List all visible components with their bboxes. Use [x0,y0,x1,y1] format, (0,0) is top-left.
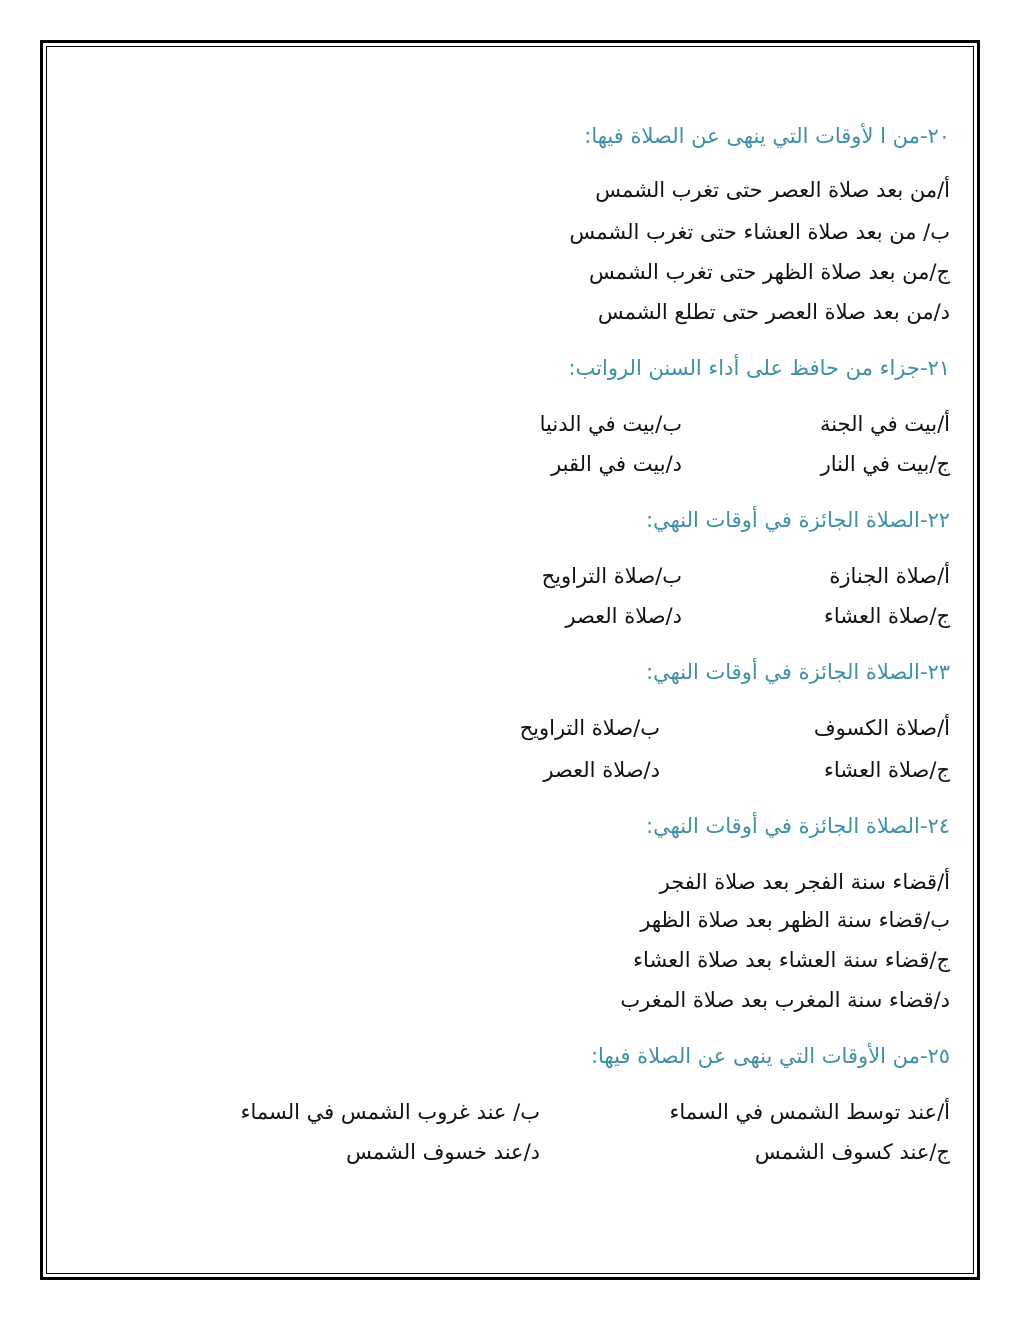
q23-row-2 [543,758,950,782]
q23-option-c: ج/صلاة العشاء [823,758,950,782]
question-24-title: ٢٤-الصلاة الجائزة في أوقات النهي: [646,814,950,838]
q22-option-a: أ/صلاة الجنازة [829,564,950,588]
q24-option-c: ج/قضاء سنة العشاء بعد صلاة العشاء [633,948,950,972]
q24-option-d: د/قضاء سنة المغرب بعد صلاة المغرب [620,988,950,1012]
q25-option-a: أ/عند توسط الشمس في السماء [669,1100,950,1124]
q25-row-2 [346,1140,950,1164]
q21-option-a: أ/بيت في الجنة [820,412,950,436]
q23-option-d: د/صلاة العصر [543,758,660,782]
q25-option-d: د/عند خسوف الشمس [346,1140,540,1164]
question-20-title: ٢٠-من ا لأوقات التي ينهى عن الصلاة فيها: [584,124,950,148]
q25-option-b: ب/ عند غروب الشمس في السماء [240,1100,540,1124]
q21-option-c: ج/بيت في النار [820,452,950,476]
q22-row-2 [565,604,950,628]
q20-option-a: أ/من بعد صلاة العصر حتى تغرب الشمس [595,178,950,202]
q20-option-d: د/من بعد صلاة العصر حتى تطلع الشمس [597,300,950,324]
q24-option-b: ب/قضاء سنة الظهر بعد صلاة الظهر [640,908,950,932]
q22-row-1 [542,564,950,588]
q23-option-a: أ/صلاة الكسوف [813,716,950,740]
q20-option-c: ج/من بعد صلاة الظهر حتى تغرب الشمس [588,260,950,284]
q22-option-d: د/صلاة العصر [565,604,682,628]
q23-row-1 [520,716,950,740]
q25-option-c: ج/عند كسوف الشمس [754,1140,950,1164]
question-23-title: ٢٣-الصلاة الجائزة في أوقات النهي: [646,660,950,684]
q20-option-b: ب/ من بعد صلاة العشاء حتى تغرب الشمس [569,220,950,244]
q21-row-2 [551,452,950,476]
q24-option-a: أ/قضاء سنة الفجر بعد صلاة الفجر [659,870,950,894]
q22-option-b: ب/صلاة التراويح [541,564,682,588]
q23-option-b: ب/صلاة التراويح [519,716,660,740]
question-25-title: ٢٥-من الأوقات التي ينهى عن الصلاة فيها: [590,1044,950,1068]
q25-row-1 [241,1100,950,1124]
question-22-title: ٢٢-الصلاة الجائزة في أوقات النهي: [646,508,950,532]
question-21-title: ٢١-جزاء من حافظ على أداء السنن الرواتب: [568,356,950,380]
q21-row-1 [540,412,950,436]
q22-option-c: ج/صلاة العشاء [823,604,950,628]
q21-option-d: د/بيت في القبر [551,452,682,476]
q21-option-b: ب/بيت في الدنيا [539,412,682,436]
